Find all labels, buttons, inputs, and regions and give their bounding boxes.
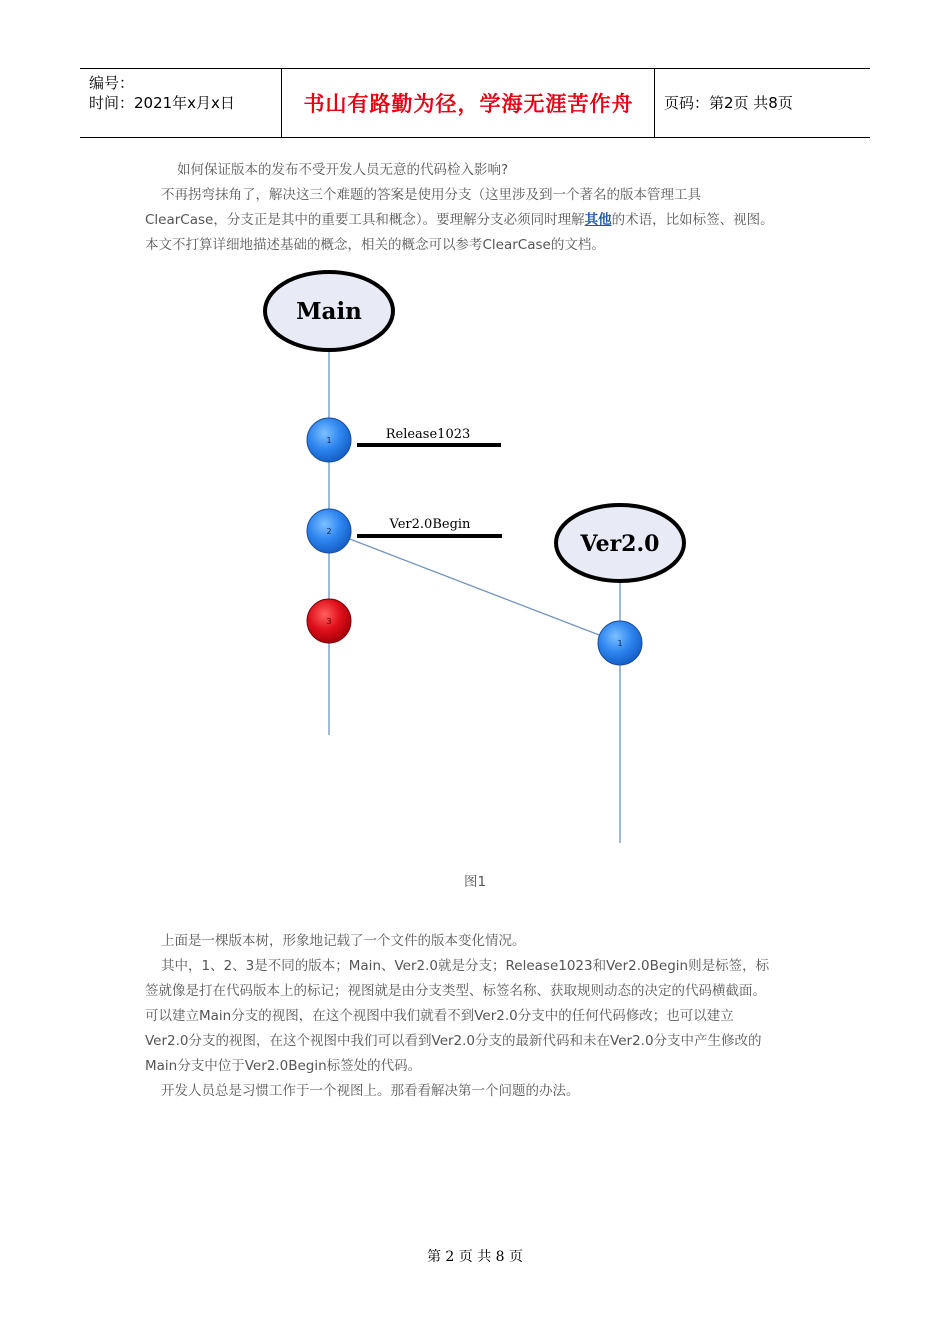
main-branch-label: Main [296,298,362,325]
explanation-line-6: Main分支中位于Ver2.0Begin标签处的代码。 [145,1058,422,1074]
version-node-3-label: 3 [326,617,332,626]
intro-line-3: 本文不打算详细地描述基础的概念，相关的概念可以参考ClearCase的文档。 [145,237,605,253]
explanation-line-1: 上面是一棵版本树，形象地记载了一个文件的版本变化情况。 [161,933,526,949]
time-label: 时间：2021年x月x日 [89,94,235,112]
ver-branch-label: Ver2.0 [580,531,660,557]
paragraph-explanation [145,929,815,1104]
motto: 书山有路勤为径，学海无涯苦作舟 [303,92,634,116]
release-label-text: Release1023 [385,427,471,442]
intro-line-2-start: ClearCase，分支正是其中的重要工具和概念）。要理解分支必须同时理解 [145,212,585,228]
explanation-line-3: 签就像是打在代码版本上的标记；视图就是由分支类型、标签名称、获取规则动态的决定的代码横截面。 [145,983,766,999]
version-node-1-label: 1 [326,436,332,445]
page-indicator: 页码：第2页 共8页 [664,94,793,112]
ver-version-node-1-label: 1 [617,639,623,648]
explanation-line-7: 开发人员总是习惯工作于一个视图上。那看看解决第一个问题的办法。 [161,1083,580,1099]
explanation-line-5: Ver2.0分支的视图，在这个视图中我们可以看到Ver2.0分支的最新代码和未在Ver2.0分支中产生修改的 [145,1033,762,1049]
number-label: 编号： [89,74,135,92]
version-node-2-label: 2 [326,527,332,536]
begin-label-text: Ver2.0Begin [389,517,471,532]
page-footer: 第 2 页 共 8 页 [426,1249,524,1265]
figure-caption: 图1 [463,874,487,890]
intro-line-1: 不再拐弯抹角了，解决这三个难题的答案是使用分支（这里涉及到一个著名的版本管理工具 [161,187,701,203]
intro-line-2-end: 的术语，比如标签、视图。 [611,212,774,228]
explanation-line-4: 可以建立Main分支的视图，在这个视图中我们就看不到Ver2.0分支中的任何代码修改；也可以建立 [145,1008,734,1024]
other-terms-link[interactable]: 其他 [584,212,612,228]
explanation-line-2: 其中，1、2、3是不同的版本；Main、Ver2.0就是分支；Release1023和Ver2.0Begin则是标签，标 [161,958,770,974]
paragraph-question: 如何保证版本的发布不受开发人员无意的代码检入影响? [177,162,509,178]
